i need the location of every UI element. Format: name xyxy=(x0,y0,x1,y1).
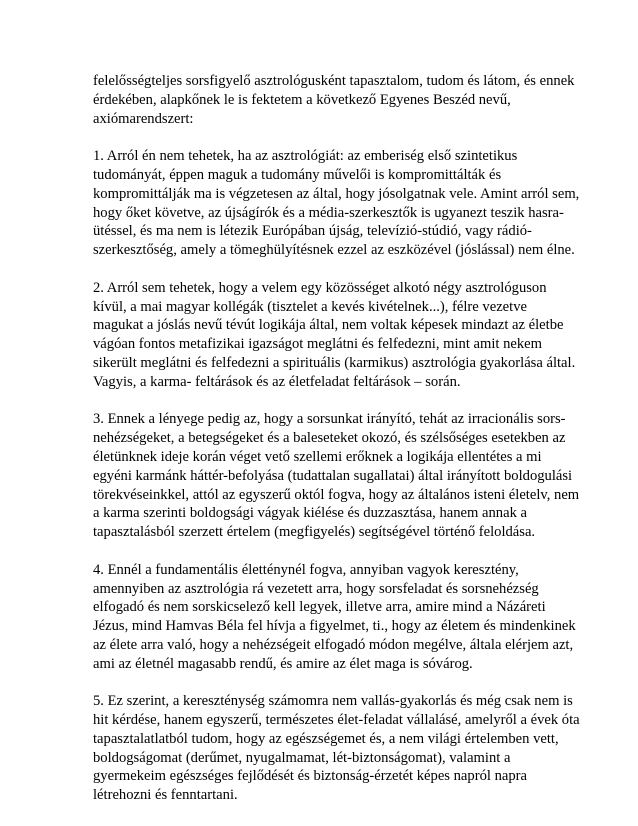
text-line: kívül, a mai magyar kollégák (tisztelet a kevés kivételnek...), félre vezetve xyxy=(93,298,527,315)
text-line: létrehozni és fenntartani. xyxy=(93,787,238,804)
text-line: kompromittálják ma is végzetesen az által, hogy jósolgatnak vele. Amint arról sem, xyxy=(93,185,580,202)
text-line: ami az életnél magasabb rendű, és amire az élet maga is sóvárog. xyxy=(93,655,473,672)
text-line: 4. Ennél a fundamentális életténynél fogva, annyiban vagyok keresztény, xyxy=(93,561,519,578)
text-line: törekvéseinkkel, attól az egyszerű októl fogva, hogy az általános isteni életelv, nem xyxy=(93,486,580,503)
paragraph-intro xyxy=(93,72,577,128)
text-line: vágóan fontos metafizikai igazságot meglátni és felfedezni, mint amit nekem xyxy=(93,336,543,353)
paragraph-1 xyxy=(93,147,580,260)
text-line: magukat a jóslás nevű tévút logikája által, nem voltak képesek mindazt az életbe xyxy=(93,317,564,334)
text-line: gyermekeim egészséges fejlődését és biztonság-érzetét képes napról napra xyxy=(93,768,527,785)
paragraph-2 xyxy=(93,279,577,392)
text-line: tapasztalatlatból tudom, hogy az egészségemet és, a nem világi értelemben vett, xyxy=(93,730,559,747)
text-line: elfogadó és nem sorskicselező kell legyek, illetve arra, amire mind a Názáreti xyxy=(93,599,546,616)
text-line: tapasztalásból szerzett értelem (megfigyelés) segítségével történő feloldása. xyxy=(93,524,536,541)
document-body xyxy=(93,72,580,824)
paragraph-3 xyxy=(93,410,580,542)
text-line: szerkesztőség, amely a tömeghülyítésnek ezzel az eszközével (jóslással) nem élne. xyxy=(93,242,575,259)
text-line: 3. Ennek a lényege pedig az, hogy a sorsunkat irányító, tehát az irracionális sors- xyxy=(93,411,566,428)
text-line: hogy őket követve, az újságírók és a média-szerkesztők is ugyanezt teszik hasra- xyxy=(93,204,564,221)
text-line: 1. Arról én nem tehetek, ha az asztrológiát: az emberiség első szintetikus xyxy=(93,148,518,165)
text-line: az élete arra való, hogy a nehézségeit elfogadó módon megélve, általa elérjem azt, xyxy=(93,636,574,653)
text-line: 2. Arról sem tehetek, hogy a velem egy közösséget alkotó négy asztrológuson xyxy=(93,279,547,296)
text-line: a karma szerinti boldogsági vágyak kiélése és duzzasztása, hanem annak a xyxy=(93,505,527,522)
text-line: amennyiben az asztrológia rá vezetett arra, hogy sorsfeladat és sorsnehézség xyxy=(93,580,539,597)
text-line: tudományát, éppen maguk a tudomány művelői is kompromittálták és xyxy=(93,166,502,183)
text-line: hit kérdése, hanem egyszerű, természetes élet-feladat vállalásé, amelyről a évek óta xyxy=(93,712,580,729)
text-line: érdekében, alapkőnek le is fektetem a következő Egyenes Beszéd nevű, xyxy=(93,91,511,108)
text-line: nehézségeket, a betegségeket és a baleseteket okozó, és szélsőséges esetekben az xyxy=(93,430,566,447)
text-line: boldogságomat (derűmet, nyugalmamat, lét-biztonságomat), valamint a xyxy=(93,749,511,766)
text-line: Vagyis, a karma- feltárások és az életfeladat feltárások – során. xyxy=(93,373,461,390)
text-line: axiómarendszert: xyxy=(93,110,194,127)
paragraph-5 xyxy=(93,692,580,805)
text-line: 5. Ez szerint, a kereszténység számomra nem vallás-gyakorlás és még csak nem is xyxy=(93,693,573,710)
text-line: ütéssel, és ma nem is létezik Európában újság, televízió-stúdió, vagy rádió- xyxy=(93,223,532,240)
text-line: életünknek ideje korán véget vető szellemi erőknek a logikája ellentétes a mi xyxy=(93,448,542,465)
text-line: felelősségteljes sorsfigyelő asztrológusként tapasztalom, tudom és látom, és ennek xyxy=(93,73,575,89)
text-line: sikerült meglátni és felfedezni a spirituális (karmikus) asztrológia gyakorlása által. xyxy=(93,354,576,371)
text-line: Jézus, mind Hamvas Béla fel hívja a figyelmet, ti., hogy az életem és mindenkinek xyxy=(93,618,576,635)
text-line: egyéni karmánk háttér-befolyása (tudattalan sugallatai) által irányított boldogulási xyxy=(93,467,573,484)
paragraph-4 xyxy=(93,561,577,674)
